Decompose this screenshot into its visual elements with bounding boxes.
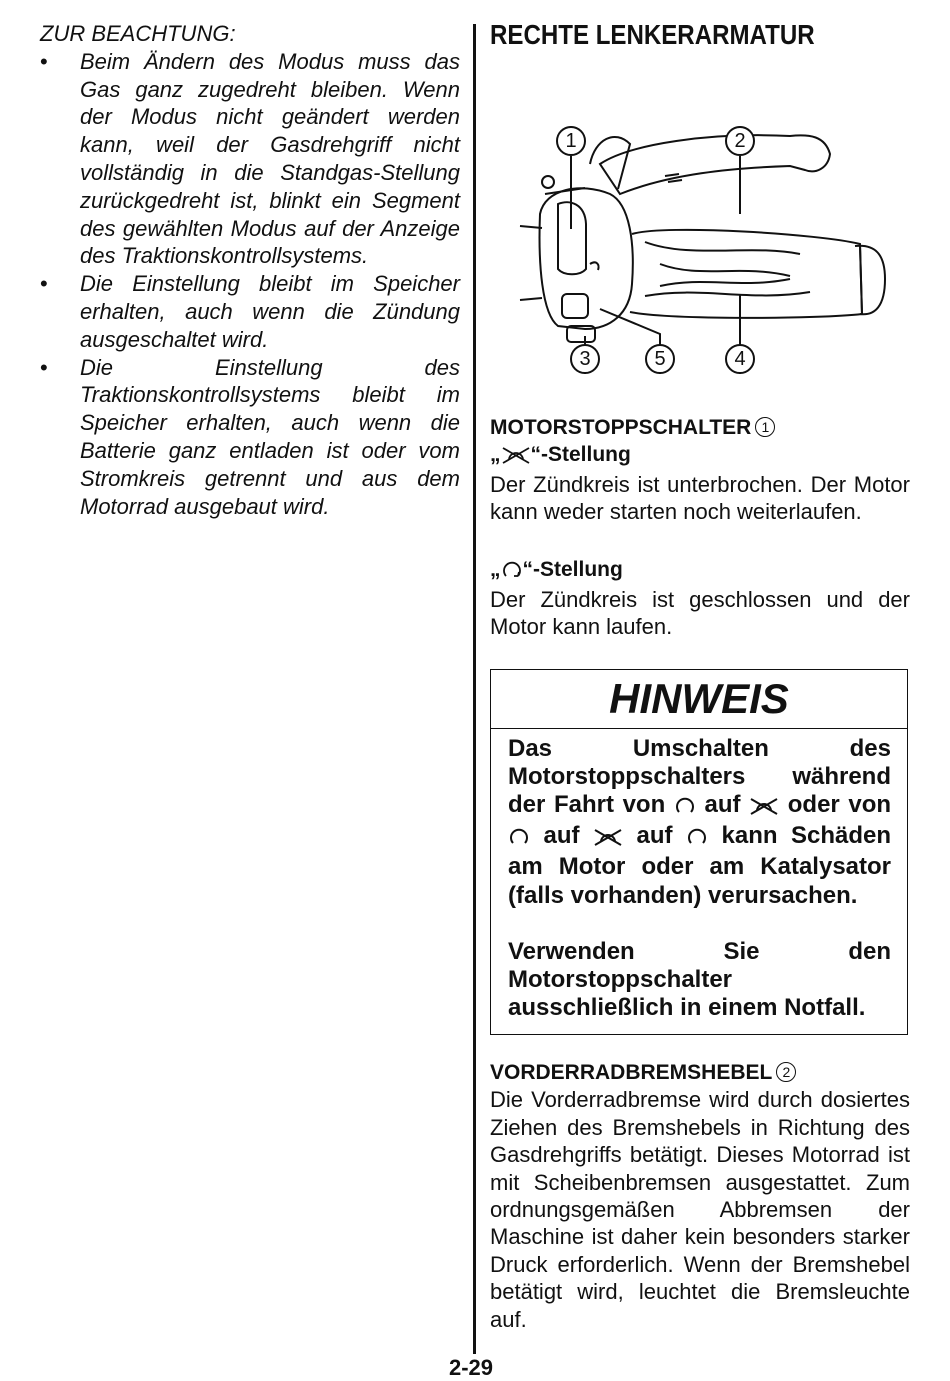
note-list: [40, 48, 460, 521]
ref-number: 2: [776, 1062, 796, 1082]
callout-4: 4: [725, 344, 755, 374]
callout-2: 2: [725, 126, 755, 156]
off-position-label: „ “-Stellung: [490, 441, 910, 471]
brake-lever-heading: VORDERRADBREMSHEBEL 2: [490, 1059, 910, 1086]
engine-run-icon: [508, 825, 530, 853]
note-title: ZUR BEACHTUNG:: [40, 21, 236, 46]
callout-1: 1: [556, 126, 586, 156]
engine-run-icon: [686, 825, 708, 853]
stop-switch-heading: MOTORSTOPPSCHALTER 1: [490, 414, 910, 441]
right-column: [490, 18, 910, 1333]
notice-paragraph-2: Verwenden Sie den Motorstoppschalter ausschließlich in einem Notfall.: [508, 937, 891, 1022]
section-title: RECHTE LENKERARMATUR: [490, 19, 815, 50]
column-divider: [473, 24, 476, 1354]
on-position-text: Der Zündkreis ist geschlossen und der Motor kann laufen.: [490, 586, 910, 640]
engine-run-icon: [674, 794, 696, 822]
engine-stop-off-icon: [501, 444, 531, 471]
list-item: • Beim Ändern des Modus muss das Gas ganz zugedreht bleiben. Wenn der Modus nicht geändert werden kann, weil der Gasdrehgriff nicht vollständig in die Standgas-Stellung zurückgedreht ist, blinkt ein Segment des gewählten Modus auf der Anzeige des Traktionskontrollsystems.: [40, 48, 460, 269]
left-column: [40, 20, 460, 520]
bullet: •: [40, 271, 48, 297]
notice-body: [491, 729, 907, 1035]
engine-stop-off-icon: [593, 825, 623, 853]
list-item: • Die Einstellung bleibt im Speicher erhalten, auch wenn die Zündung ausgeschaltet wird.: [40, 271, 460, 352]
handlebar-figure: [490, 64, 910, 374]
on-position-label: „ “-Stellung: [490, 556, 910, 586]
bullet: •: [40, 48, 48, 74]
off-position-text: Der Zündkreis ist unterbrochen. Der Motor kann weder starten noch weiterlaufen.: [490, 472, 910, 525]
notice-paragraph-1: Das Umschalten des Motorstoppschalters während der Fahrt von auf oder von auf auf kann Schäden am Motor oder am Katalysator (falls vorhanden) verursachen.: [508, 734, 892, 909]
page-number: 2-29: [449, 1355, 494, 1380]
callout-3: 3: [570, 344, 600, 374]
engine-stop-off-icon: [749, 794, 779, 822]
callout-5: 5: [645, 344, 675, 374]
list-item: • Die Einstellung des Traktionskontrollsystems bleibt im Speicher erhalten, auch wenn die Batterie ganz entladen ist oder vom Stromkreis getrennt und aus dem Motorrad ausgebaut wird.: [40, 354, 460, 519]
handlebar-switch-illustration: [490, 64, 910, 374]
bullet: •: [40, 354, 48, 380]
notice-box: [490, 669, 908, 1036]
brake-lever-text: Die Vorderradbremse wird durch dosiertes Ziehen des Bremshebels in Richtung des Gasdrehgriffs betätigt. Dieses Motorrad ist mit Scheibenbremsen ausgestattet. Zum ordnungsgemäßen Abbremsen der Maschine ist daher kein besonders starker Druck erforderlich. Wenn der Bremshebel betätigt wird, leuchtet die Bremsleuchte auf.: [490, 1087, 910, 1332]
notice-title: HINWEIS: [491, 670, 907, 729]
engine-run-icon: [501, 559, 523, 586]
ref-number: 1: [755, 417, 775, 437]
